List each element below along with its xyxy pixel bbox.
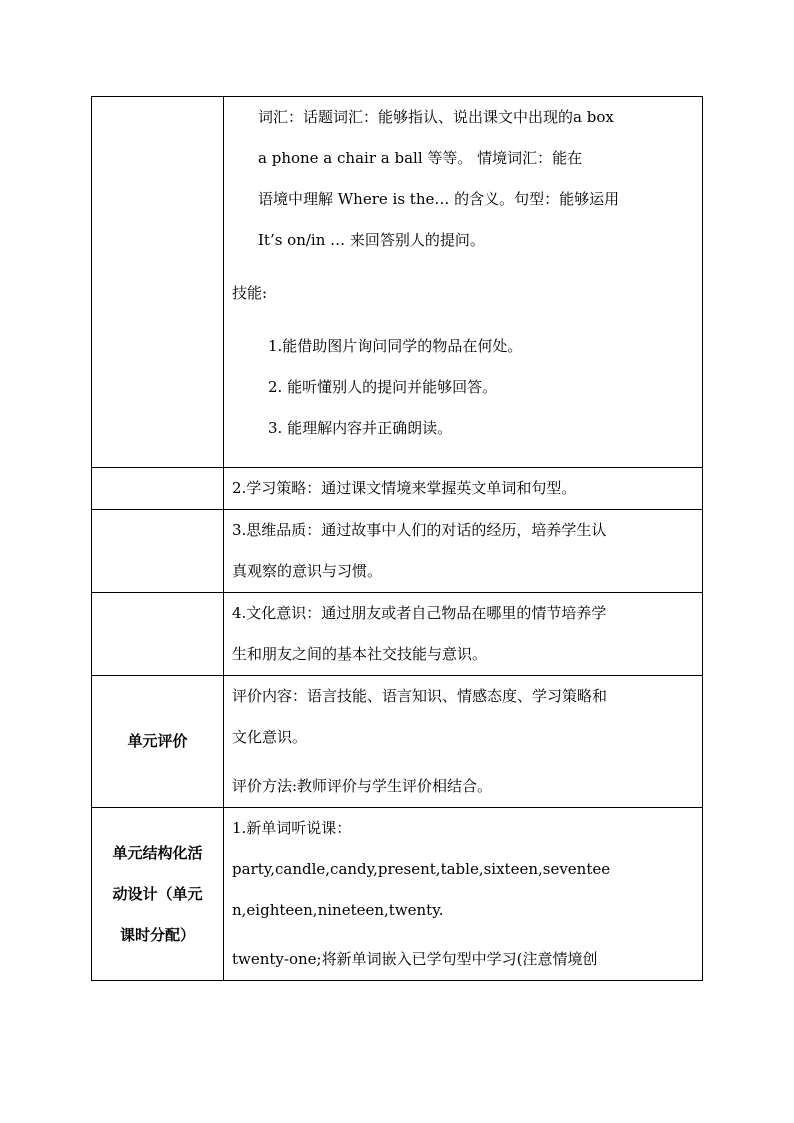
vocab-line: It’s on/in … 来回答别人的提问。 bbox=[258, 231, 485, 249]
cultural-awareness-line: 生和朋友之间的基本社交技能与意识。 bbox=[232, 645, 488, 663]
activity-label-line: 单元结构化活 bbox=[112, 843, 203, 862]
vocab-line: 语境中理解 Where is the… 的含义。句型：能够运用 bbox=[258, 190, 620, 208]
table-row bbox=[92, 808, 703, 981]
table-row bbox=[92, 593, 703, 676]
activity-label-line: 课时分配） bbox=[119, 925, 195, 944]
table-row bbox=[92, 676, 703, 808]
row5-content-cell bbox=[224, 676, 703, 808]
evaluation-method: 评价方法:教师评价与学生评价相结合。 bbox=[232, 777, 493, 795]
activity-line: 1.新单词听说课： bbox=[232, 819, 352, 837]
activity-line: n,eighteen,nineteen,twenty. bbox=[232, 901, 444, 919]
row1-content-cell bbox=[224, 97, 703, 468]
row4-left-cell bbox=[92, 593, 224, 676]
vocab-line: a phone a chair a ball 等等。 情境词汇：能在 bbox=[258, 149, 583, 167]
thinking-quality-line: 3.思维品质：通过故事中人们的对话的经历，培养学生认 bbox=[232, 521, 607, 539]
learning-strategy-text: 2.学习策略：通过课文情境来掌握英文单词和句型。 bbox=[232, 479, 577, 497]
activity-line: twenty-one;将新单词嵌入已学句型中学习(注意情境创 bbox=[232, 950, 598, 968]
row2-left-cell bbox=[92, 468, 224, 510]
table-row bbox=[92, 97, 703, 468]
unit-evaluation-label: 单元评价 bbox=[92, 676, 224, 808]
evaluation-content-line: 评价内容：语言技能、语言知识、情感态度、学习策略和 bbox=[232, 687, 608, 705]
table-row bbox=[92, 510, 703, 593]
thinking-quality-line: 真观察的意识与习惯。 bbox=[232, 562, 383, 580]
table-row bbox=[92, 468, 703, 510]
skills-title: 技能: bbox=[232, 284, 268, 302]
activity-line: party,candle,candy,present,table,sixteen,seventee bbox=[232, 860, 611, 878]
skills-item: 3. 能理解内容并正确朗读。 bbox=[268, 419, 453, 437]
skills-item: 1.能借助图片询问同学的物品在何处。 bbox=[268, 337, 523, 355]
row4-content-cell bbox=[224, 593, 703, 676]
unit-activity-design-label bbox=[92, 808, 224, 981]
row2-content-cell bbox=[224, 468, 703, 510]
row3-left-cell bbox=[92, 510, 224, 593]
vocab-line: 词汇：话题词汇：能够指认、说出课文中出现的a box bbox=[258, 108, 614, 126]
skills-item: 2. 能听懂别人的提问并能够回答。 bbox=[268, 378, 498, 396]
row3-content-cell bbox=[224, 510, 703, 593]
row6-content-cell bbox=[224, 808, 703, 981]
lesson-plan-table bbox=[91, 96, 703, 981]
cultural-awareness-line: 4.文化意识：通过朋友或者自己物品在哪里的情节培养学 bbox=[232, 604, 607, 622]
evaluation-content-line: 文化意识。 bbox=[232, 728, 308, 746]
activity-label-line: 动设计（单元 bbox=[112, 884, 203, 903]
row1-left-cell bbox=[92, 97, 224, 468]
